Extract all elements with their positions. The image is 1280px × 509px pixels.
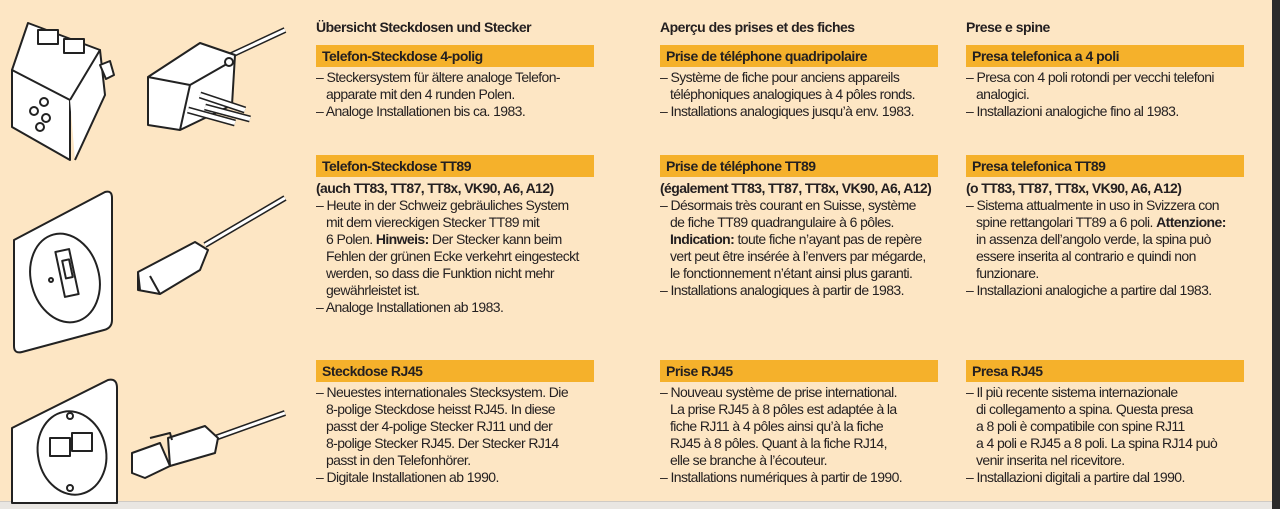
tt89-socket-and-plug-illustration: [0, 190, 300, 360]
bullet-line: in assenza dell’angolo verde, la spina può: [976, 231, 1211, 247]
section-subtitle: (auch TT83, TT87, TT8x, VK90, A6, A12): [316, 180, 554, 196]
column-heading: Aperçu des prises et des fiches: [660, 19, 855, 35]
section-title: Prise RJ45: [660, 360, 938, 382]
section-title: Steckdose RJ45: [316, 360, 594, 382]
bullet-line: gewährleistet ist.: [326, 282, 420, 298]
text-segment: spine rettangolari TT89 a 6 poli.: [976, 214, 1157, 230]
bullet-line: a 8 poli è compatibile con spine RJ11: [976, 418, 1185, 434]
bullet-line: – Installations analogiques jusqu’à env. 1983.: [660, 103, 914, 119]
bullet-line: RJ45 à 8 pôles. Quant à la fiche RJ14,: [670, 435, 887, 451]
bullet-line: – Installations numériques à partir de 1990.: [660, 469, 903, 485]
bullet-line: passt der 4-polige Stecker RJ11 und der: [326, 418, 553, 434]
section-title: Telefon-Steckdose TT89: [316, 155, 594, 177]
bullet-line: – Analoge Installationen bis ca. 1983.: [316, 103, 526, 119]
rj45-socket-and-plug-illustration: [0, 378, 300, 503]
bullet-line: – Sistema attualmente in uso in Svizzera con: [966, 197, 1219, 213]
bullet-line: – Installazioni analogiche fino al 1983.: [966, 103, 1179, 119]
bullet-line: werden, so dass die Funktion nicht mehr: [326, 265, 554, 281]
bullet-line: essere inserita al contrario e quindi non: [976, 248, 1196, 264]
bullet-line: apparate mit den 4 runden Polen.: [326, 86, 515, 102]
section-title: Presa telefonica TT89: [966, 155, 1244, 177]
connector-section: [316, 360, 616, 486]
section-subtitle: (également TT83, TT87, TT8x, VK90, A6, A12): [660, 180, 932, 196]
bullet-line: mit dem viereckigen Stecker TT89 mit: [326, 214, 540, 230]
column-heading: Prese e spine: [966, 19, 1050, 35]
section-title: Prise de téléphone TT89: [660, 155, 938, 177]
note-label: Indication:: [670, 231, 735, 247]
bullet-line: vert peut être insérée à l’envers par mégarde,: [670, 248, 926, 264]
text-segment: Der Stecker kann beim: [428, 231, 562, 247]
bullet-line: passt in den Telefonhörer.: [326, 452, 471, 468]
bullet-line: – Analoge Installationen ab 1983.: [316, 299, 504, 315]
column-heading: Übersicht Steckdosen und Stecker: [316, 19, 532, 35]
bullet-line: fiche RJ11 à 4 pôles ainsi qu’à la fiche: [670, 418, 884, 434]
connector-section: [966, 360, 1266, 486]
bullet-line: – Digitale Installationen ab 1990.: [316, 469, 499, 485]
bullet-line: elle se branche à l’écouteur.: [670, 452, 827, 468]
four-pole-socket-icon: [12, 23, 114, 160]
connector-section: [966, 155, 1266, 299]
bullet-line: – Désormais très courant en Suisse, système: [660, 197, 916, 213]
four-pole-plug-icon: [148, 30, 285, 130]
tt89-socket-icon: [14, 192, 112, 353]
section-title: Telefon-Steckdose 4-polig: [316, 45, 594, 67]
bullet-line: téléphoniques analogiques à 4 pôles ronds.: [670, 86, 915, 102]
connector-section: [966, 45, 1266, 120]
bullet-line: – Installazioni analogiche a partire dal 1983.: [966, 282, 1212, 298]
bullet-line: [316, 231, 616, 248]
bullet-line: – Installations analogiques à partir de 1983.: [660, 282, 904, 298]
bullet-line: venir inserita nel ricevitore.: [976, 452, 1125, 468]
bullet-line: a 4 poli e RJ45 a 8 poli. La spina RJ14 può: [976, 435, 1218, 451]
connector-section: [316, 45, 616, 120]
text-segment: 6 Polen.: [326, 231, 376, 247]
bullet-line: [660, 231, 960, 248]
bullet-line: – Système de fiche pour anciens appareils: [660, 69, 900, 85]
rj45-plug-icon: [132, 413, 285, 478]
section-title: Prise de téléphone quadripolaire: [660, 45, 938, 67]
connector-section: [316, 155, 616, 316]
bullet-line: Fehlen der grünen Ecke verkehrt eingesteckt: [326, 248, 579, 264]
bullet-line: – Installazioni digitali a partire dal 1990.: [966, 469, 1185, 485]
text-segment: toute fiche n’ayant pas de repère: [734, 231, 922, 247]
bullet-line: – Heute in der Schweiz gebräuliches System: [316, 197, 569, 213]
bullet-line: – Steckersystem für ältere analoge Telefon-: [316, 69, 560, 85]
bullet-line: funzionare.: [976, 265, 1039, 281]
bullet-line: – Il più recente sistema internazionale: [966, 384, 1178, 400]
tt89-plug-icon: [138, 198, 285, 294]
note-label: Attenzione:: [1156, 214, 1226, 230]
bullet-line: di collegamento a spina. Questa presa: [976, 401, 1193, 417]
four-pole-socket-and-plug-illustration: [0, 15, 300, 165]
bullet-line: – Nouveau système de prise international.: [660, 384, 897, 400]
section-title: Presa RJ45: [966, 360, 1244, 382]
connector-section: [660, 360, 960, 486]
bullet-line: 8-polige Stecker RJ45. Der Stecker RJ14: [326, 435, 559, 451]
bullet-line: le fonctionnement n’étant ainsi plus garanti.: [670, 265, 913, 281]
page-edge-bar: [1272, 0, 1280, 509]
bullet-line: – Neuestes internationales Stecksystem. Die: [316, 384, 568, 400]
rj45-socket-icon: [12, 380, 117, 503]
note-label: Hinweis:: [375, 231, 429, 247]
connector-section: [660, 45, 960, 120]
bullet-line: – Presa con 4 poli rotondi per vecchi telefoni: [966, 69, 1214, 85]
bullet-line: de fiche TT89 quadrangulaire à 6 pôles.: [670, 214, 894, 230]
section-title: Presa telefonica a 4 poli: [966, 45, 1244, 67]
connector-section: [660, 155, 960, 299]
bullet-line: La prise RJ45 à 8 pôles est adaptée à la: [670, 401, 897, 417]
bullet-line: analogici.: [976, 86, 1030, 102]
bullet-line: [966, 214, 1266, 231]
bullet-line: 8-polige Steckdose heisst RJ45. In diese: [326, 401, 555, 417]
section-subtitle: (o TT83, TT87, TT8x, VK90, A6, A12): [966, 180, 1182, 196]
